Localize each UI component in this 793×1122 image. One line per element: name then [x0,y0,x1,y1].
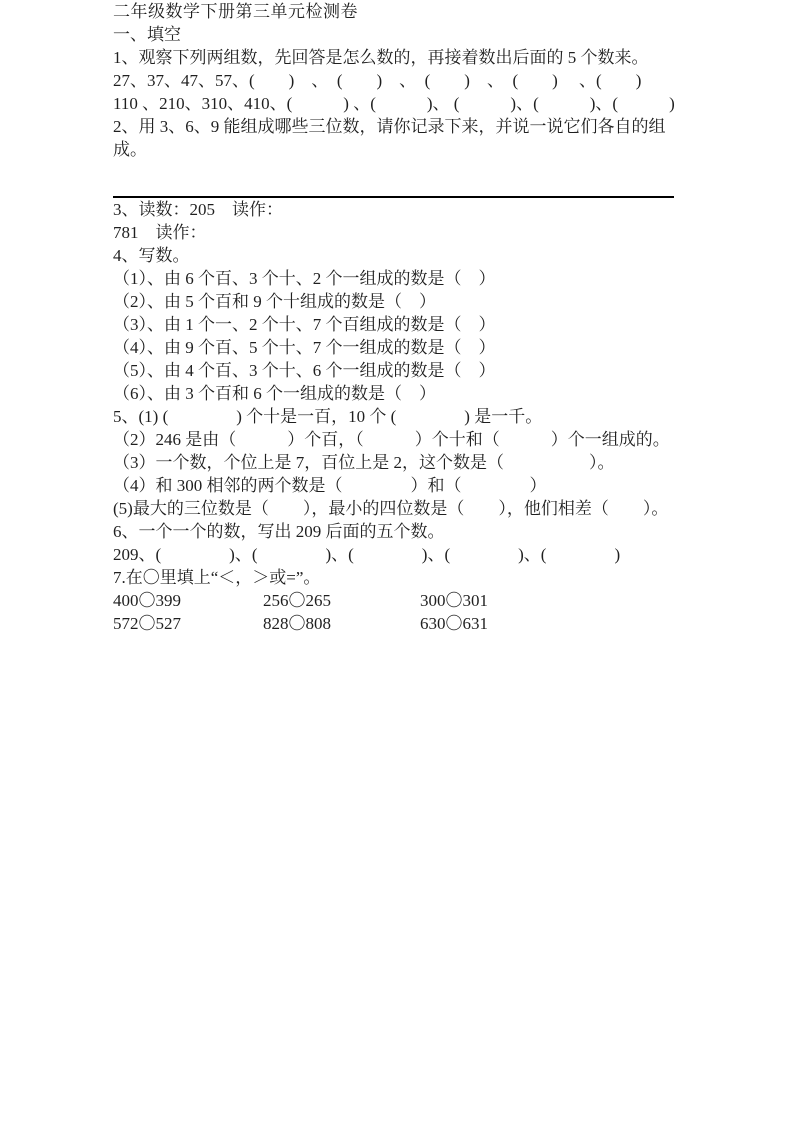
q4-item-6: （6）、由 3 个百和 6 个一组成的数是（ ） [113,384,436,403]
question-3 [113,198,693,244]
q5-item-5: (5)最大的三位数是（ ），最小的四位数是（ ），他们相差（ ）。 [113,499,669,518]
q4-item-2: （2）、由 5 个百和 9 个十组成的数是（ ） [113,292,436,311]
question-1 [113,46,693,115]
question-6 [113,520,693,566]
q7-pair: 256〇265 [263,591,331,610]
q5-item-2: （2）246 是由（ ）个百，（ ）个十和（ ）个一组成的。 [113,430,670,449]
worksheet-title: 二年级数学下册第三单元检测卷 [113,2,358,21]
q4-item-3: （3）、由 1 个一、2 个十、7 个百组成的数是（ ） [113,315,496,334]
q1-prompt: 1、观察下列两组数，先回答是怎么数的，再接着数出后面的 5 个数来。 [113,48,649,67]
q4-item-4: （4）、由 9 个百、5 个十、7 个一组成的数是（ ） [113,338,496,357]
q2-prompt: 2、用 3、6、9 能组成哪些三位数，请你记录下来，并说一说它们各自的组成。 [113,117,666,159]
question-7 [113,566,693,635]
q5-item-4: （4）和 300 相邻的两个数是（ ）和（ ） [113,476,547,495]
q1-sequence-line-2: 110 、210、310、410、( ) 、( )、 ( )、( )、( ) [113,94,675,113]
q7-row-2 [113,612,693,635]
q6-prompt: 6、一个一个的数，写出 209 后面的五个数。 [113,522,445,541]
q7-pair: 400〇399 [113,591,181,610]
q7-pair: 828〇808 [263,614,331,633]
q4-item-5: （5）、由 4 个百、3 个十、6 个一组成的数是（ ） [113,361,496,380]
q6-sequence-line: 209、( )、( )、( )、( )、( ) [113,545,621,564]
section-heading-fill-in: 一、填空 [113,25,181,44]
q4-heading: 4、写数。 [113,246,190,265]
q7-pair: 630〇631 [420,614,488,633]
q7-pair: 572〇527 [113,614,181,633]
q1-sequence-line-1: 27、37、47、57、( ) 、 ( ) 、 ( ) 、 ( ) 、( ) [113,71,642,90]
question-5 [113,405,693,520]
q7-heading: 7.在〇里填上“＜，＞或=”。 [113,568,321,587]
q3-line-2: 781 读作： [113,223,207,242]
q3-line-1: 3、读数：205 读作： [113,200,283,219]
q7-pair: 300〇301 [420,591,488,610]
q4-item-1: （1）、由 6 个百、3 个十、2 个一组成的数是（ ） [113,269,496,288]
q7-row-1 [113,589,693,612]
question-4 [113,244,693,405]
q5-item-1: 5、(1) ( ) 个十是一百，10 个 ( ) 是一千。 [113,407,543,426]
q5-item-3: （3）一个数，个位上是 7，百位上是 2，这个数是（ ）。 [113,453,615,472]
